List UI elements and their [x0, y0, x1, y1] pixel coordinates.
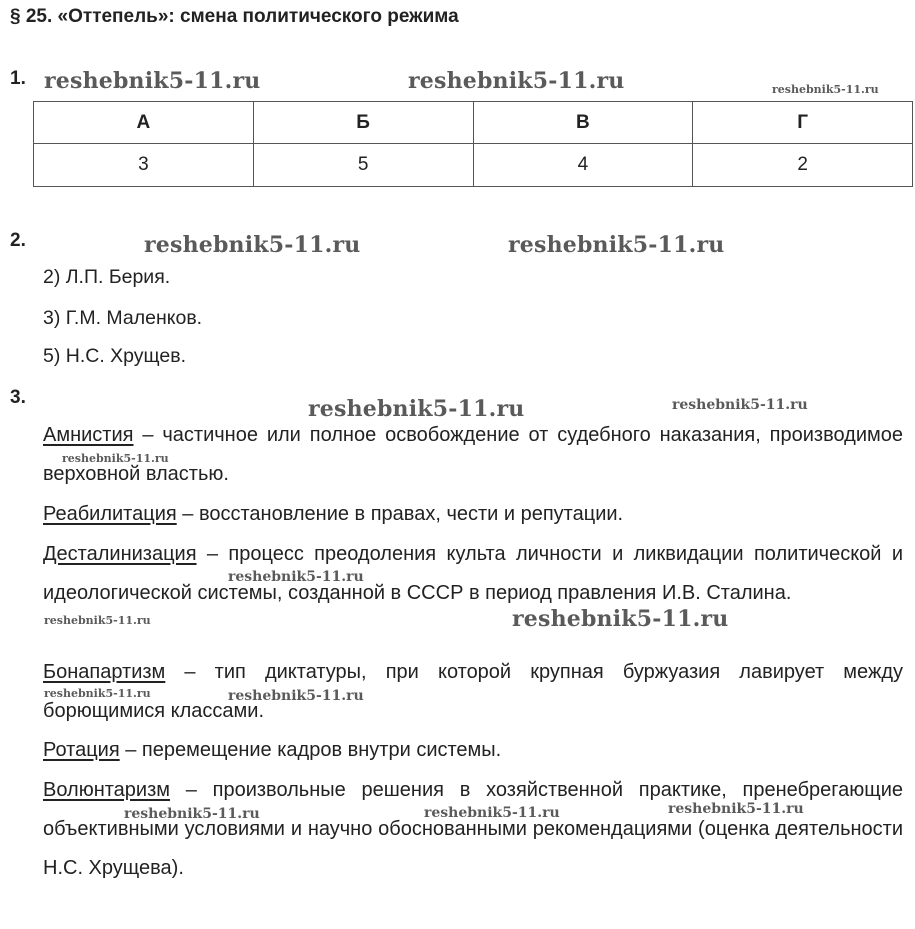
watermark: reshebnik5-11.ru: [44, 687, 151, 700]
table-cell: 3: [34, 144, 254, 187]
definition-text: – произвольные решения в хозяйственной практике, пренебрегающие объективными условиями и научно обоснованными рекомендациями (оценка деятельности Н.С. Хрущева).: [43, 779, 903, 879]
watermark: reshebnik5-11.ru: [424, 805, 560, 821]
definition-term: Волюнтаризм: [43, 779, 171, 801]
table-header-cell: Г: [693, 102, 913, 144]
watermark: reshebnik5-11.ru: [408, 68, 625, 94]
watermark: reshebnik5-11.ru: [512, 606, 729, 632]
definition-term: Ротация: [43, 739, 120, 761]
watermark: reshebnik5-11.ru: [44, 614, 151, 627]
table-header-row: [34, 102, 913, 144]
definition-term: Реабилитация: [43, 503, 177, 525]
watermark: reshebnik5-11.ru: [44, 68, 261, 94]
definition-text: – частичное или полное освобождение от судебного наказания, производимое верховной властью.: [43, 424, 903, 485]
watermark: reshebnik5-11.ru: [672, 397, 808, 413]
watermark: reshebnik5-11.ru: [62, 452, 169, 465]
definition: [43, 771, 903, 888]
definition-text: – процесс преодоления культа личности и ликвидации политической и идеологической системы, созданной в СССР в период правления И.В. Сталина.: [43, 543, 903, 604]
definition-text: – перемещение кадров внутри системы.: [119, 739, 502, 761]
task-number-3: 3.: [10, 387, 26, 408]
watermark: reshebnik5-11.ru: [508, 232, 725, 258]
table-header-cell: А: [34, 102, 254, 144]
page-title: § 25. «Оттепель»: смена политического режима: [10, 6, 459, 27]
table-row: [34, 144, 913, 187]
task-number-1: 1.: [10, 68, 26, 89]
table-cell: 5: [253, 144, 473, 187]
definition: [43, 535, 903, 613]
answer-table: [33, 101, 913, 187]
watermark: reshebnik5-11.ru: [228, 569, 364, 585]
watermark: reshebnik5-11.ru: [124, 806, 260, 822]
table-header-cell: В: [473, 102, 693, 144]
watermark: reshebnik5-11.ru: [668, 801, 804, 817]
task-number-2: 2.: [10, 230, 26, 251]
definition-text: – тип диктатуры, при которой крупная буржуазия лавирует между борющимися классами.: [43, 661, 903, 722]
answer-item: 5) Н.С. Хрущев.: [43, 345, 187, 367]
watermark: reshebnik5-11.ru: [308, 396, 525, 422]
answer-item: 2) Л.П. Берия.: [43, 266, 171, 288]
definition: [43, 731, 903, 770]
definition-term: Амнистия: [43, 424, 134, 446]
watermark: reshebnik5-11.ru: [228, 688, 364, 704]
table-cell: 2: [693, 144, 913, 187]
definition: [43, 416, 903, 494]
answer-item: 3) Г.М. Маленков.: [43, 307, 203, 329]
definition: [43, 653, 903, 731]
definition: [43, 495, 903, 534]
table-header-cell: Б: [253, 102, 473, 144]
definition-term: Десталинизация: [43, 543, 197, 565]
definition-text: – восстановление в правах, чести и репутации.: [176, 503, 624, 525]
watermark: reshebnik5-11.ru: [772, 83, 879, 96]
watermark: reshebnik5-11.ru: [144, 232, 361, 258]
table-cell: 4: [473, 144, 693, 187]
definition-term: Бонапартизм: [43, 661, 166, 683]
